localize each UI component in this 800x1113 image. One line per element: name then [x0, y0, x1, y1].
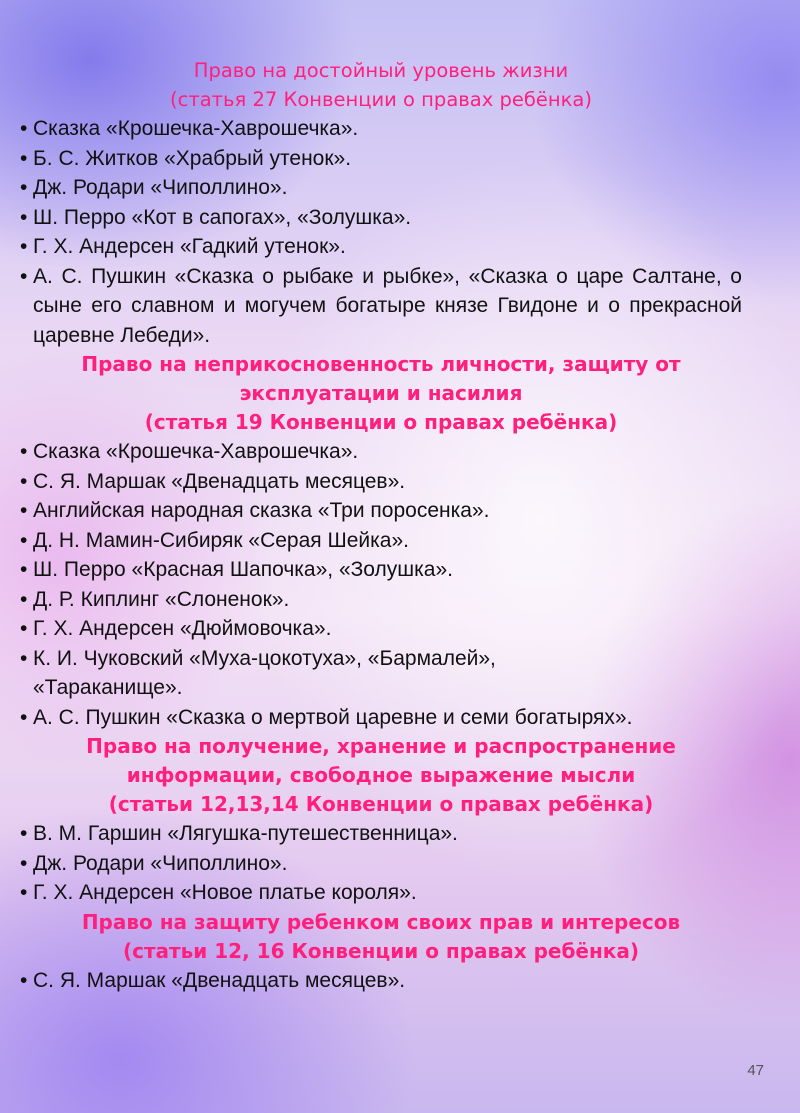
section-heading: Право на защиту ребенком своих прав и интересов — [81, 909, 681, 934]
page-number: 47 — [747, 1062, 764, 1079]
bullet-icon: • — [20, 499, 28, 522]
section-information-rights — [20, 732, 742, 908]
list-item: • Г. Х. Андерсен «Гадкий утенок». — [20, 232, 742, 262]
bullet-icon: • — [20, 646, 28, 670]
list-item: • Ш. Перро «Кот в сапогах», «Золушка». — [20, 203, 742, 233]
list-item: • К. И. Чуковский «Муха-цокотуха», «Бармалей», «Тараканище». — [20, 644, 742, 703]
bullet-icon: • — [20, 968, 28, 992]
list-item: • Д. Р. Киплинг «Слоненок». — [20, 585, 742, 615]
list-item: • С. Я. Маршак «Двенадцать месяцев». — [20, 966, 742, 996]
list-item: • А. С. Пушкин «Сказка о мертвой царевне и семи богатырях». — [20, 703, 742, 733]
list-item: • Сказка «Крошечка-Хаврошечка». — [20, 437, 742, 467]
bullet-icon: • — [20, 176, 28, 199]
section-self-protection — [20, 908, 742, 996]
list-item: • Г. Х. Андерсен «Дюймовочка». — [20, 614, 742, 644]
section-heading-article: (статьи 12, 16 Конвенции о правах ребёнка) — [122, 938, 640, 963]
bullet-icon: • — [20, 851, 28, 875]
section-heading: Право на неприкосновенность личности, защиту от — [81, 352, 681, 376]
section-heading-continued: эксплуатации и насилия — [239, 381, 523, 405]
section-heading: Право на получение, хранение и распространение — [86, 734, 676, 758]
bullet-icon: • — [20, 469, 28, 493]
bullet-icon: • — [20, 558, 28, 581]
list-item: • В. М. Гаршин «Лягушка-путешественница». — [20, 819, 742, 849]
list-item: • Д. Н. Мамин-Сибиряк «Серая Шейка». — [20, 526, 742, 556]
section-heading: Право на достойный уровень жизни — [193, 59, 569, 82]
bullet-icon: • — [20, 146, 28, 170]
list-item: • Дж. Родари «Чиполлино». — [20, 849, 742, 879]
bullet-icon: • — [20, 264, 28, 288]
bullet-icon: • — [20, 528, 28, 552]
bullet-icon: • — [20, 205, 28, 229]
list-item: • Ш. Перро «Красная Шапочка», «Золушка». — [20, 555, 742, 585]
document-body — [20, 56, 742, 995]
bullet-icon: • — [20, 822, 28, 845]
bullet-icon: • — [20, 117, 28, 140]
list-item: • Б. С. Житков «Храбрый утенок». — [20, 144, 742, 174]
list-item: • Сказка «Крошечка-Хаврошечка». — [20, 114, 742, 144]
section-heading-continued: информации, свободное выражение мысли — [126, 763, 636, 787]
list-item: • С. Я. Маршак «Двенадцать месяцев». — [20, 467, 742, 497]
list-item: • А. С. Пушкин «Сказка о рыбаке и рыбке», «Сказка о царе Салтане, о сыне его славном и могучем богатыре князе Гвидоне и о прекрасной царевне Лебеди». — [20, 262, 742, 351]
bullet-icon: • — [20, 440, 28, 463]
list-item: • Английская народная сказка «Три поросенка». — [20, 496, 742, 526]
section-heading-article: (статьи 12,13,14 Конвенции о правах ребёнка) — [108, 792, 654, 816]
bullet-icon: • — [20, 617, 28, 640]
list-item: • Дж. Родари «Чиполлино». — [20, 173, 742, 203]
section-heading-article: (статья 19 Конвенции о правах ребёнка) — [144, 410, 618, 434]
bullet-icon: • — [20, 235, 28, 258]
section-adequate-living — [20, 56, 742, 350]
section-personal-inviolability — [20, 350, 742, 732]
list-item: • Г. Х. Андерсен «Новое платье короля». — [20, 878, 742, 908]
bullet-icon: • — [20, 705, 28, 729]
bullet-icon: • — [20, 587, 28, 611]
section-heading-article: (статья 27 Конвенции о правах ребёнка) — [170, 88, 592, 111]
bullet-icon: • — [20, 881, 28, 904]
